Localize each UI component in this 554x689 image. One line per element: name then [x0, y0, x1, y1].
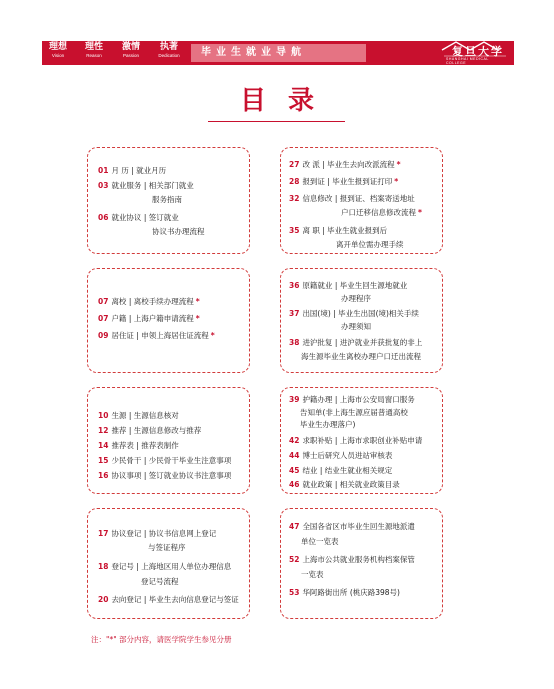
- toc-entry[interactable]: 52 上海市公共就业服务机构档案保管: [289, 555, 415, 564]
- guide-title: 毕业生就业导航: [191, 44, 366, 62]
- toc-entry[interactable]: 46 就业政策 | 相关就业政策目录: [289, 480, 400, 489]
- toc-entry[interactable]: 03 就业服务 | 相关部门就业: [98, 181, 194, 190]
- toc-entry-continuation: 办理须知: [341, 322, 371, 331]
- toc-entry-continuation: 离开单位需办理手续: [336, 240, 404, 249]
- motto-vision: 理想 Vision: [48, 42, 67, 58]
- toc-entry[interactable]: 16 协议事项 | 签订就业协议书注意事项: [98, 471, 232, 480]
- toc-entry[interactable]: 15 少民骨干 | 少民骨干毕业生注意事项: [98, 456, 232, 465]
- toc-entry[interactable]: 07 离校 | 离校手续办理流程 *: [98, 297, 200, 306]
- toc-entry[interactable]: 14 推荐表 | 推荐表制作: [98, 441, 179, 450]
- toc-entry-continuation: 协议书办理流程: [152, 227, 205, 236]
- toc-entry[interactable]: 09 居住证 | 申领上海居住证流程 *: [98, 331, 215, 340]
- toc-entry[interactable]: 37 出国(境) | 毕业生出国(境)相关手续: [289, 309, 419, 318]
- toc-entry[interactable]: 01 月 历 | 就业月历: [98, 166, 167, 175]
- toc-entry[interactable]: 18 登记号 | 上海地区用人单位办理信息: [98, 562, 232, 571]
- toc-entry-continuation: 告知单(非上海生源应届普通高校: [300, 408, 408, 417]
- toc-entry-continuation: 海生源毕业生离校办理户口迁出流程: [301, 352, 421, 361]
- toc-entry-continuation: 与签证程序: [148, 543, 186, 552]
- toc-entry[interactable]: 38 进沪批复 | 进沪就业并获批复的非上: [289, 338, 423, 347]
- footnote: 注："*" 部分内容，请医学院学生参见分册: [91, 635, 232, 644]
- toc-entry[interactable]: 06 就业协议 | 签订就业: [98, 213, 179, 222]
- toc-entry[interactable]: 44 博士后研究人员进站审核表: [289, 451, 393, 460]
- toc-entry[interactable]: 17 协议登记 | 协议书信息网上登记: [98, 529, 217, 538]
- motto-dedication: 执著 Dedication: [158, 42, 180, 58]
- toc-entry[interactable]: 35 离 职 | 毕业生就业报到后: [289, 226, 388, 235]
- toc-entry[interactable]: 07 户籍 | 上海户籍申请流程 *: [98, 314, 200, 323]
- motto-reason: 理性 Reason: [84, 42, 103, 58]
- toc-entry[interactable]: 36 原籍就业 | 毕业生回生源地就业: [289, 281, 408, 290]
- toc-entry[interactable]: 10 生源 | 生源信息核对: [98, 411, 179, 420]
- toc-entry-continuation: 登记号流程: [141, 577, 179, 586]
- header-banner: [42, 41, 514, 65]
- toc-entry-continuation: 服务指南: [152, 195, 182, 204]
- toc-entry[interactable]: 45 结业 | 结业生就业相关规定: [289, 466, 393, 475]
- university-logo: 复旦大学 SHANGHAI MEDICAL COLLEGE: [440, 41, 510, 65]
- toc-entry[interactable]: 27 改 派 | 毕业生去向改派流程 *: [289, 160, 401, 169]
- page-title: 目录: [239, 86, 336, 116]
- toc-entry[interactable]: 53 华阿路街出所 (桃庆路398号): [289, 588, 400, 597]
- motto-passion: 激情 Passion: [121, 42, 140, 58]
- toc-entry[interactable]: 20 去向登记 | 毕业生去向信息登记与签证: [98, 595, 239, 604]
- toc-entry[interactable]: 32 信息修改 | 报到证、档案寄送地址: [289, 194, 415, 203]
- toc-entry[interactable]: 39 护籍办理 | 上海市公安局窗口服务: [289, 395, 415, 404]
- toc-entry[interactable]: 47 全国各省区市毕业生回生源地派遣: [289, 522, 415, 531]
- toc-entry-continuation: 一览表: [301, 570, 324, 579]
- toc-entry-continuation: 户口迁移信息修改流程 *: [341, 208, 422, 217]
- toc-entry[interactable]: 12 推荐 | 生源信息修改与推荐: [98, 426, 202, 435]
- title-underline: [208, 121, 345, 122]
- toc-entry[interactable]: 28 报到证 | 毕业生报到证打印 *: [289, 177, 399, 186]
- toc-entry-continuation: 办理程序: [341, 294, 371, 303]
- toc-entry-continuation: 单位一览表: [301, 537, 339, 546]
- toc-entry-continuation: 毕业生办理落户): [300, 420, 356, 429]
- toc-entry[interactable]: 42 求职补贴 | 上海市求职创业补贴申请: [289, 436, 423, 445]
